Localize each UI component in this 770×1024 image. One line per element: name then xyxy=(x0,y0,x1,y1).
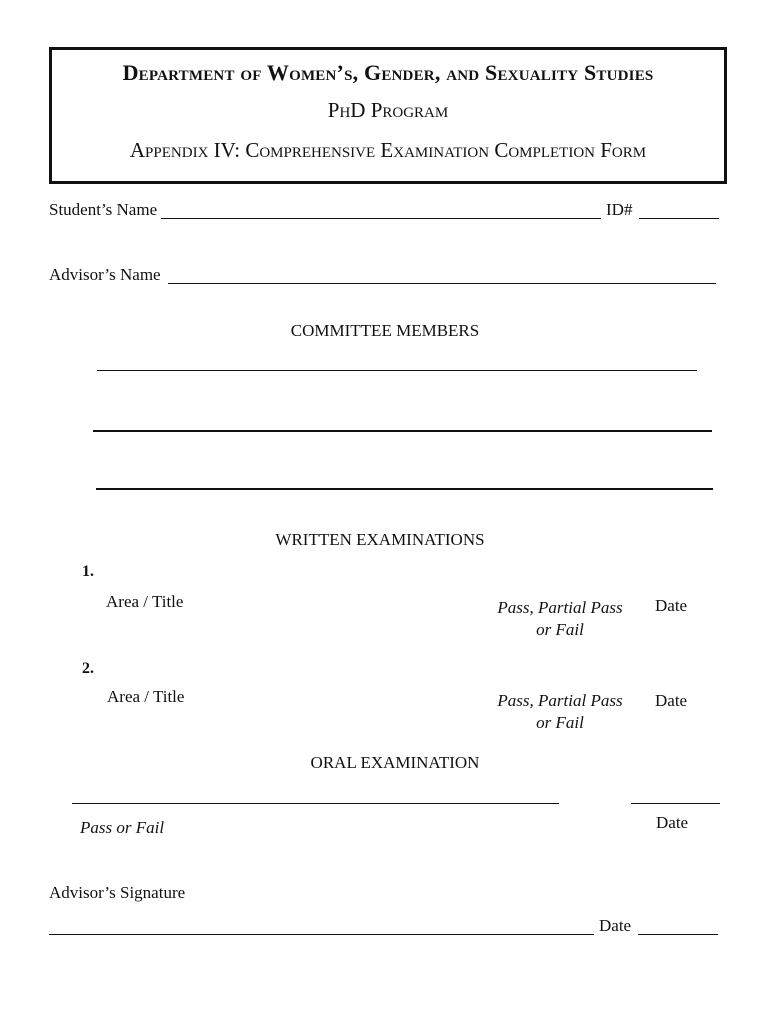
committee-member-2-field[interactable] xyxy=(93,430,712,432)
committee-member-3-field[interactable] xyxy=(96,488,713,490)
student-name-label: Student’s Name xyxy=(49,200,158,219)
student-id-label: ID# xyxy=(606,200,633,219)
written-item-number: 2. xyxy=(82,660,94,677)
signature-date-label: Date xyxy=(599,916,632,935)
written-result-label-line2: or Fail xyxy=(536,713,584,732)
written-result-label-line2: or Fail xyxy=(536,620,584,639)
student-name-field[interactable] xyxy=(161,218,601,219)
written-area-label: Area / Title xyxy=(107,687,185,706)
written-date-label: Date xyxy=(655,691,688,710)
advisor-signature-field[interactable] xyxy=(49,934,594,935)
signature-date-field[interactable] xyxy=(638,934,718,935)
oral-result-label: Pass or Fail xyxy=(80,818,165,837)
form-title: Appendix IV: Comprehensive Examination Completion Form xyxy=(129,138,647,162)
advisor-name-field[interactable] xyxy=(168,283,716,284)
committee-heading: COMMITTEE MEMBERS xyxy=(290,321,480,340)
written-item-number: 1. xyxy=(82,563,94,580)
department-title: Department of Women’s, Gender, and Sexuality Studies xyxy=(122,60,654,85)
advisor-name-label: Advisor’s Name xyxy=(49,265,161,284)
student-id-field[interactable] xyxy=(639,218,719,219)
program-title: PhD Program xyxy=(327,98,449,122)
written-heading: WRITTEN EXAMINATIONS xyxy=(275,530,485,549)
written-result-label-line1: Pass, Partial Pass xyxy=(497,598,623,617)
oral-heading: ORAL EXAMINATION xyxy=(310,753,480,772)
written-result-label-line1: Pass, Partial Pass xyxy=(497,691,623,710)
committee-member-1-field[interactable] xyxy=(97,370,697,371)
form-header xyxy=(49,47,727,184)
oral-date-label: Date xyxy=(656,813,689,832)
oral-result-field[interactable] xyxy=(72,803,559,804)
advisor-signature-label: Advisor’s Signature xyxy=(49,883,186,902)
oral-date-field[interactable] xyxy=(631,803,720,804)
written-date-label: Date xyxy=(655,596,688,615)
written-area-label: Area / Title xyxy=(106,592,184,611)
